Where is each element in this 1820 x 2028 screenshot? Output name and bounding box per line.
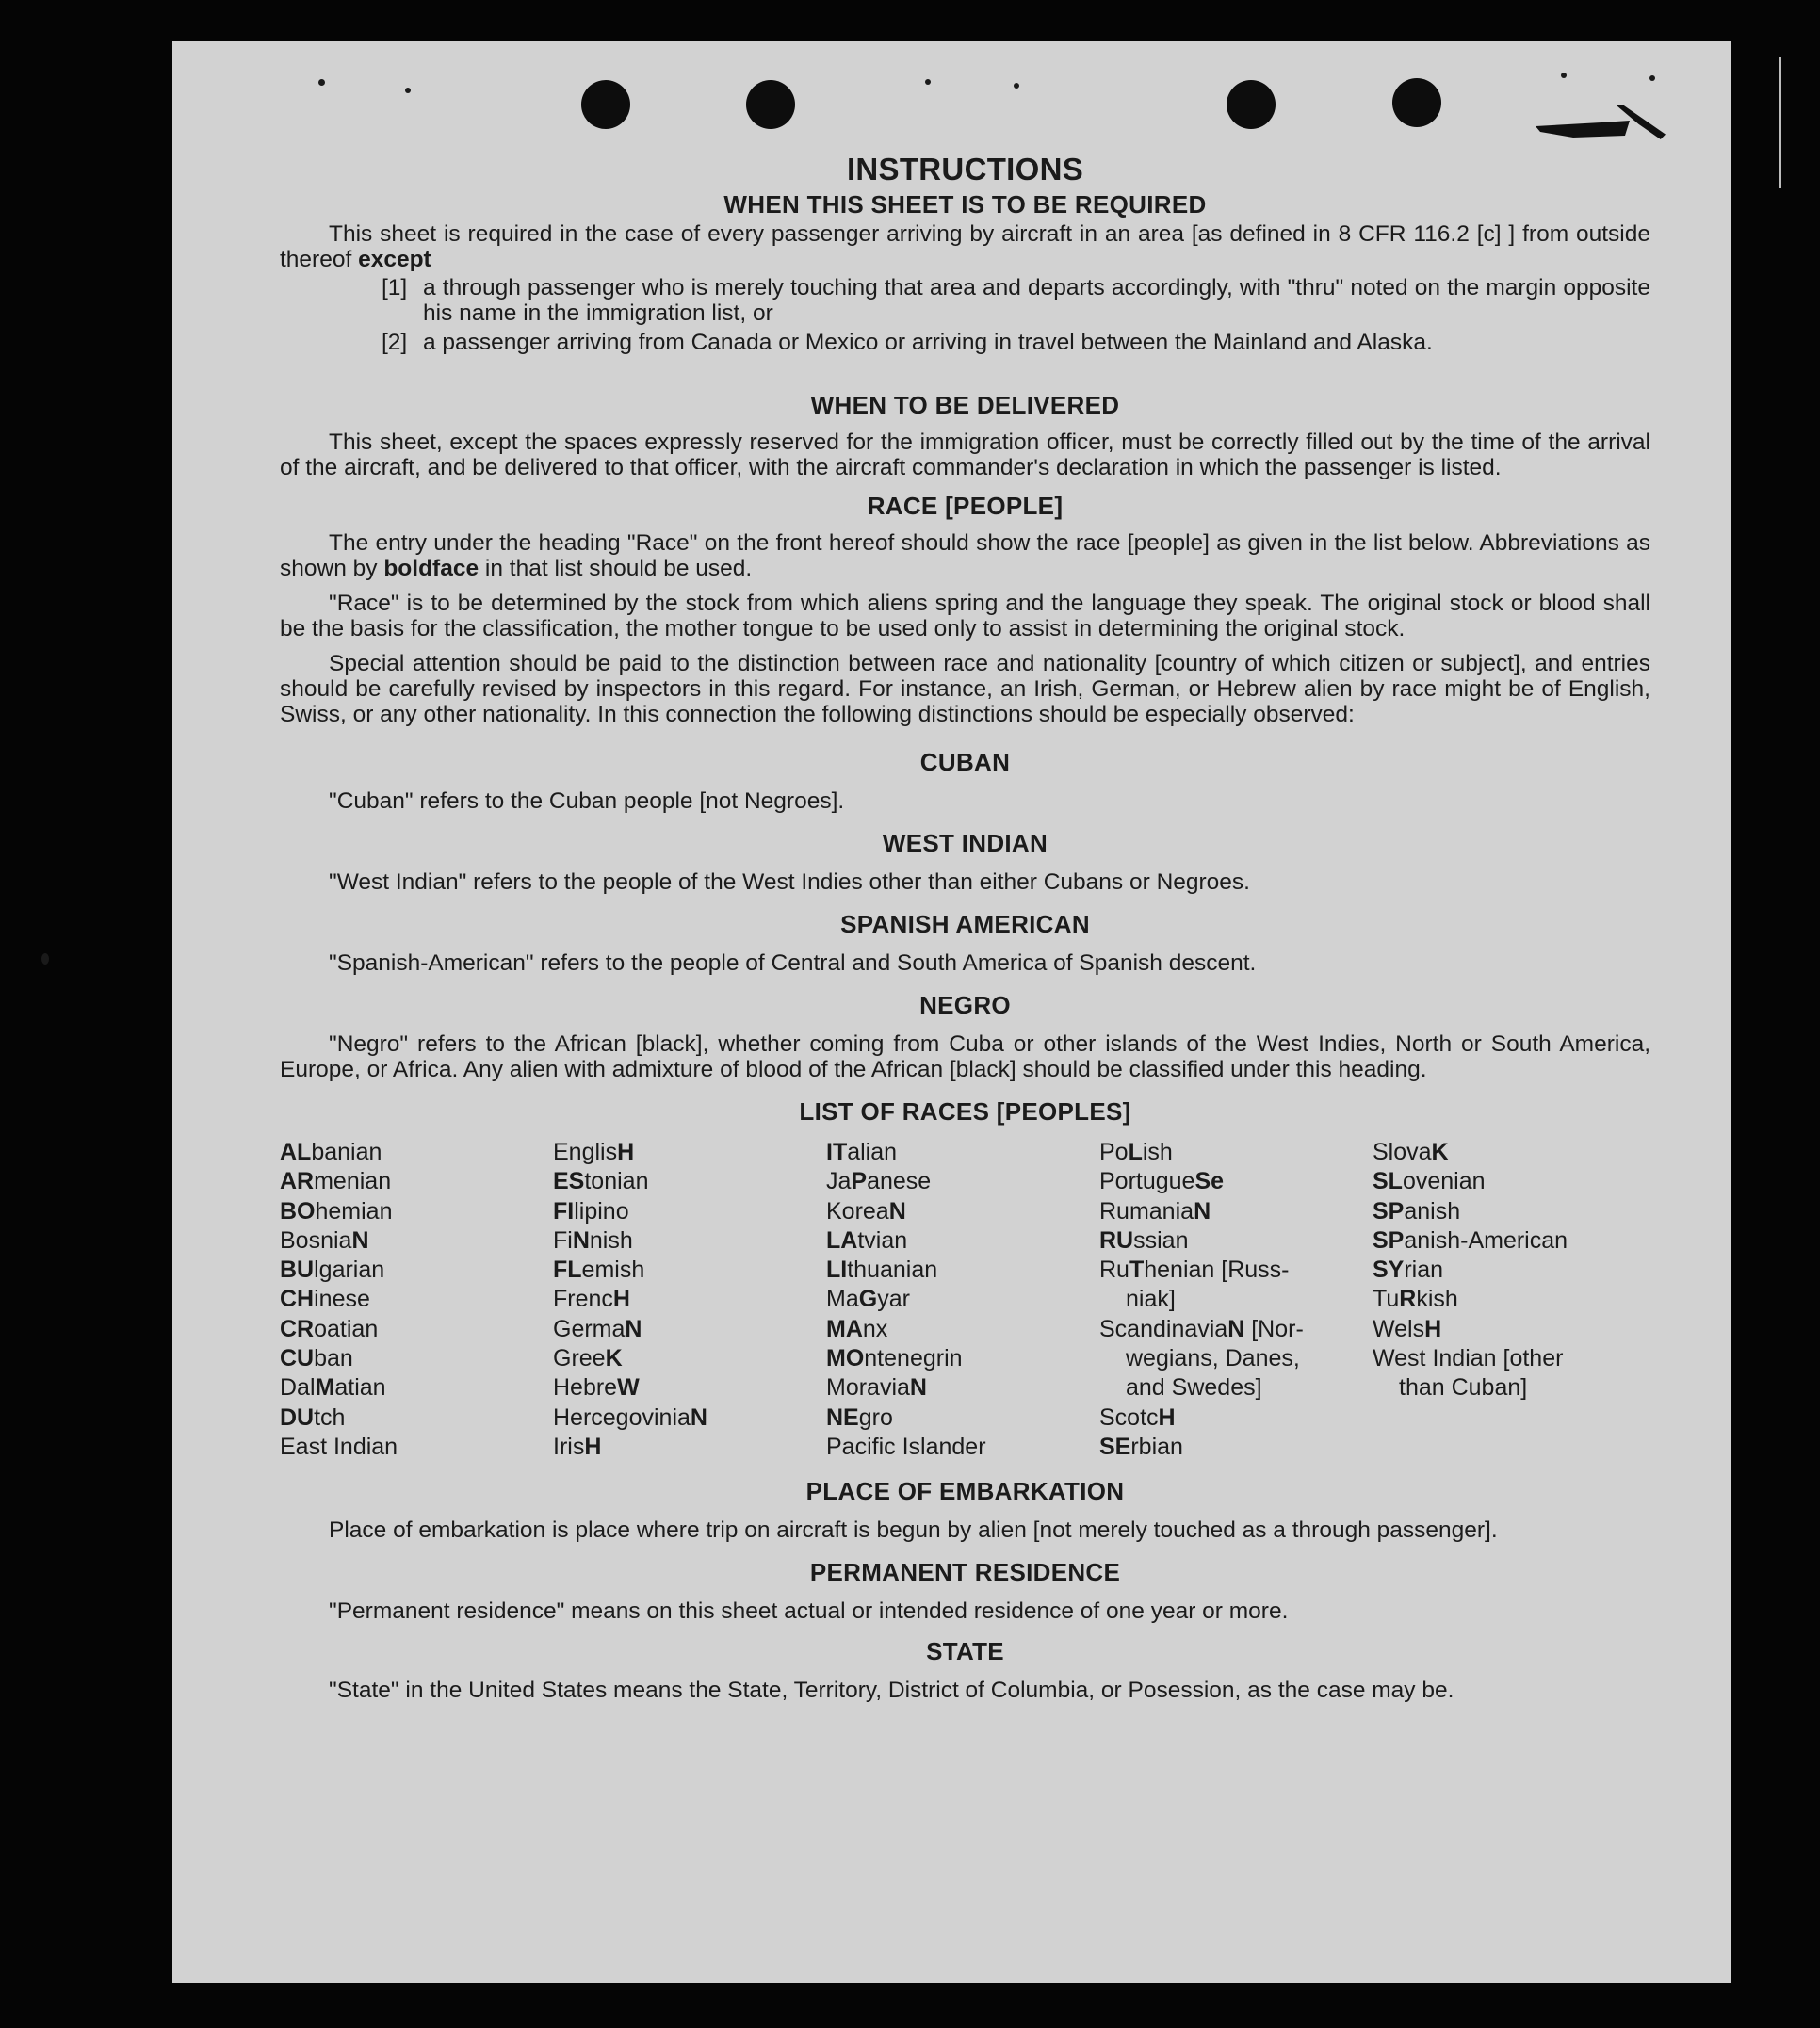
exceptions-list <box>280 275 1650 355</box>
race-column <box>1099 1138 1373 1462</box>
race-entry: PoLish <box>1099 1139 1173 1165</box>
paragraph: "Negro" refers to the African [black], whether coming from Cuba or other islands of the West Indies, North or South America, Europe, or Africa. Any alien with admixture of blood of the African [black] should be classified under this heading. <box>280 1031 1650 1082</box>
race-entry: FiNnish <box>553 1226 633 1254</box>
paragraph-text: The entry under the heading "Race" on the front hereof should show the race [people] as given in the list below. Abbreviations as shown by <box>280 530 1650 581</box>
paragraph <box>280 530 1650 581</box>
paragraph: "Spanish-American" refers to the people of Central and South America of Spanish descent. <box>329 950 1257 976</box>
race-column <box>1373 1138 1650 1462</box>
race-entry: SYrian <box>1373 1257 1444 1284</box>
race-entry: ScotcH <box>1099 1403 1176 1431</box>
race-column <box>280 1138 553 1462</box>
race-entry: NEgro <box>826 1403 893 1431</box>
race-entry: BosniaN <box>280 1226 369 1254</box>
speck <box>405 88 411 93</box>
section-heading: RACE [PEOPLE] <box>867 492 1064 520</box>
race-entry: SlovaK <box>1373 1139 1449 1165</box>
race-entry: niak] <box>1126 1286 1176 1313</box>
section-heading: WEST INDIAN <box>882 829 1048 857</box>
instructions-content <box>280 151 1650 1703</box>
section-heading: SPANISH AMERICAN <box>840 910 1090 938</box>
race-entry: DUtch <box>280 1403 346 1431</box>
section-heading: LIST OF RACES [PEOPLES] <box>799 1097 1131 1126</box>
race-entry: KoreaN <box>826 1197 906 1225</box>
speck <box>925 79 931 85</box>
page-title: INSTRUCTIONS <box>846 152 1084 187</box>
race-entry: Pacific Islander <box>826 1433 986 1460</box>
race-entry: CUban <box>280 1345 353 1372</box>
list-item <box>280 275 1650 326</box>
race-entry: SPanish-American <box>1373 1226 1568 1254</box>
race-entry: East Indian <box>280 1433 398 1460</box>
race-entry: than Cuban] <box>1399 1374 1528 1402</box>
race-entry: FrencH <box>553 1286 630 1313</box>
race-column <box>553 1138 826 1462</box>
race-entry: LAtvian <box>826 1226 908 1254</box>
race-entry: FLemish <box>553 1257 645 1284</box>
section-heading: PERMANENT RESIDENCE <box>809 1558 1121 1587</box>
race-entry: CHinese <box>280 1286 370 1313</box>
race-entry: HebreW <box>553 1374 640 1402</box>
race-entry: ALbanian <box>280 1139 382 1165</box>
paragraph-text: in that list should be used. <box>484 556 753 581</box>
paragraph: Place of embarkation is place where trip on aircraft is begun by alien [not merely touched as a through passenger]. <box>329 1517 1498 1544</box>
item-text: a through passenger who is merely touching that area and departs accordingly, with "thru" noted on the margin opposite his name in the immigration list, or <box>423 275 1650 326</box>
race-entry: RumaniaN <box>1099 1197 1211 1225</box>
race-entry: EnglisH <box>553 1139 635 1165</box>
race-entry: BUlgarian <box>280 1257 385 1284</box>
speck <box>1014 83 1019 89</box>
race-entry: TuRkish <box>1373 1286 1458 1313</box>
speck <box>1649 75 1655 81</box>
race-entry: EStonian <box>553 1168 649 1195</box>
punch-hole <box>746 80 795 129</box>
paragraph: "Permanent residence" means on this sheet actual or intended residence of one year or more. <box>329 1598 1289 1625</box>
race-entry: BOhemian <box>280 1197 393 1225</box>
emphasis-text: boldface <box>383 556 479 581</box>
race-entry: SLovenian <box>1373 1168 1486 1195</box>
race-column <box>826 1138 1099 1462</box>
page-edge-line <box>1779 57 1781 188</box>
paragraph-text: This sheet is required in the case of every passenger arriving by aircraft in an area [as defined in 8 CFR 116.2 [c] ] from outside thereof <box>280 221 1650 272</box>
section-heading: WHEN TO BE DELIVERED <box>810 391 1120 419</box>
paragraph: "State" in the United States means the State, Territory, District of Columbia, or Posession, as the case may be. <box>329 1678 1454 1704</box>
race-entry: wegians, Danes, <box>1126 1345 1300 1372</box>
paragraph: "Race" is to be determined by the stock from which aliens spring and the language they speak. The original stock or blood shall be the basis for the classification, the mother tongue to be used only to assist in determining the original stock. <box>280 591 1650 641</box>
paragraph: Special attention should be paid to the distinction between race and nationality [country of which citizen or subject], and entries should be carefully revised by inspectors in this regard. For instance, an Irish, German, or Hebrew alien by race might be of English, Swiss, or any other nationality. In this connection the following distinctions should be especially observed: <box>280 651 1650 727</box>
punch-hole <box>1227 80 1276 129</box>
race-entry: MAnx <box>826 1315 888 1342</box>
race-entry: WelsH <box>1373 1315 1442 1342</box>
paragraph: "Cuban" refers to the Cuban people [not Negroes]. <box>329 788 845 814</box>
race-entry: PortugueSe <box>1099 1168 1225 1195</box>
race-entry: HercegoviniaN <box>553 1403 707 1431</box>
race-entry: SPanish <box>1373 1197 1461 1225</box>
race-entry: and Swedes] <box>1126 1374 1262 1402</box>
race-entry: JaPanese <box>826 1168 932 1195</box>
paragraph <box>280 221 1650 272</box>
section-heading: NEGRO <box>919 991 1011 1019</box>
speck <box>318 79 325 86</box>
speck <box>1561 73 1567 78</box>
race-entry: ARmenian <box>280 1168 392 1195</box>
punch-hole <box>1392 78 1441 127</box>
item-number: [2] <box>382 330 408 355</box>
item-text: a passenger arriving from Canada or Mexico or arriving in travel between the Mainland and Alaska. <box>423 330 1433 355</box>
race-entry: GermaN <box>553 1315 642 1342</box>
speck <box>41 953 49 965</box>
section-heading: WHEN THIS SHEET IS TO BE REQUIRED <box>723 190 1207 219</box>
section-heading: CUBAN <box>919 748 1011 776</box>
paragraph: This sheet, except the spaces expressly reserved for the immigration officer, must be correctly filled out by the time of the arrival of the aircraft, and be delivered to that officer, with the aircraft commander's declaration in which the passenger is listed. <box>280 430 1650 480</box>
race-entry: ITalian <box>826 1139 898 1165</box>
section-heading: STATE <box>926 1637 1004 1666</box>
races-list <box>280 1138 1650 1462</box>
emphasis-text: except <box>358 247 431 272</box>
race-entry: FIlipino <box>553 1197 629 1225</box>
race-entry: MOntenegrin <box>826 1345 963 1372</box>
race-entry: DalMatian <box>280 1374 386 1402</box>
race-entry: MoraviaN <box>826 1374 927 1402</box>
section-heading: PLACE OF EMBARKATION <box>805 1477 1125 1506</box>
punch-hole <box>581 80 630 129</box>
race-entry: SErbian <box>1099 1433 1183 1460</box>
race-entry: GreeK <box>553 1345 623 1372</box>
race-entry: ScandinaviaN [Nor- <box>1099 1315 1304 1342</box>
paragraph: "West Indian" refers to the people of the West Indies other than either Cubans or Negroes. <box>329 869 1250 895</box>
race-entry: LIthuanian <box>826 1257 938 1284</box>
item-number: [1] <box>382 275 408 300</box>
race-entry: CRoatian <box>280 1315 379 1342</box>
race-entry: MaGyar <box>826 1286 910 1313</box>
race-entry: West Indian [other <box>1373 1345 1564 1372</box>
race-entry: RuThenian [Russ- <box>1099 1257 1290 1284</box>
race-entry: IrisH <box>553 1433 602 1460</box>
list-item <box>280 330 1650 355</box>
race-entry: RUssian <box>1099 1226 1189 1254</box>
